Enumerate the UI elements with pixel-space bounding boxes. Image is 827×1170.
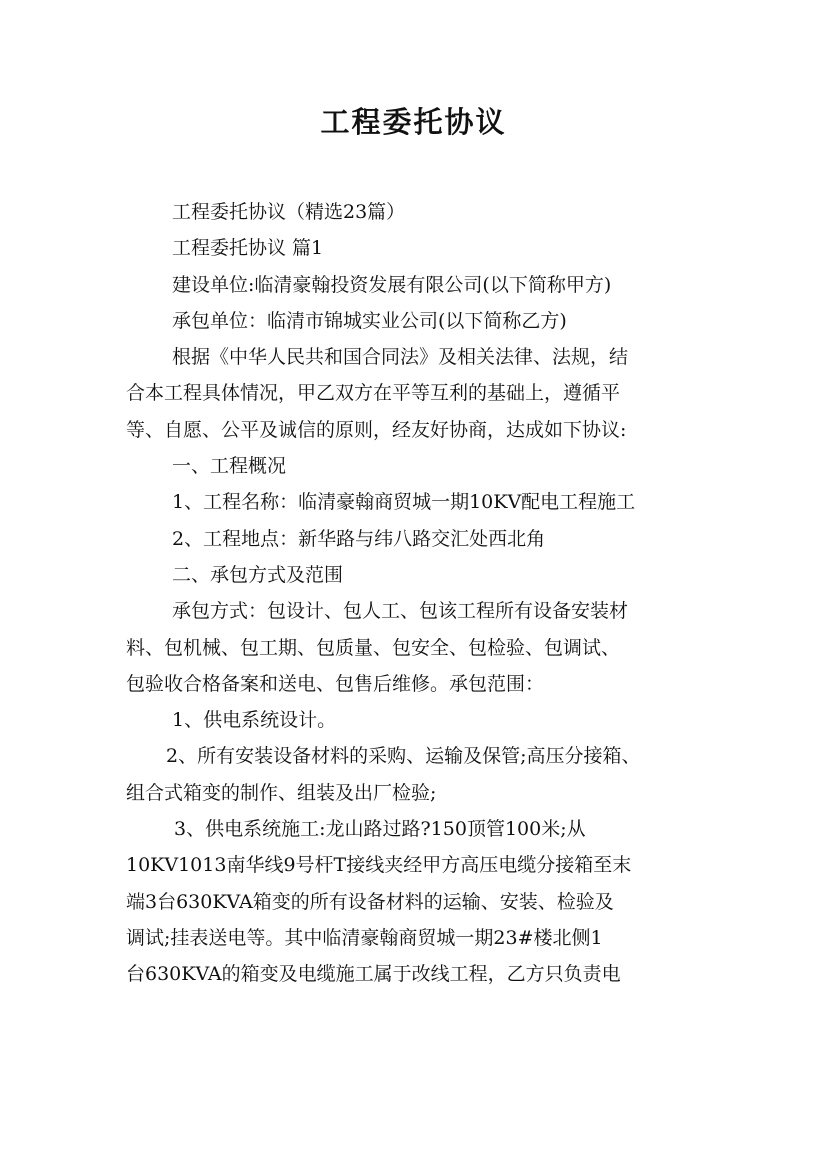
paragraph-line: 承包单位：临清市锦城实业公司(以下简称乙方) [172,309,567,332]
paragraph-line: 料、包机械、包工期、包质量、包安全、包检验、包调试、 [126,636,621,659]
paragraph-line: 组合式箱变的制作、组装及出厂检验; [126,781,437,804]
paragraph-line: 等、自愿、公平及诚信的原则，经友好协商，达成如下协议: [126,418,627,441]
paragraph-line: 工程委托协议（精选23篇） [172,201,406,223]
paragraph-line: 工程委托协议 篇1 [172,237,324,260]
document-title: 工程委托协议 [320,105,507,139]
paragraph-line: 包验收合格备案和送电、包售后维修。承包范围： [126,672,545,695]
section-heading: 一、工程概况 [172,455,287,478]
document-body [126,194,716,993]
section-heading: 二、承包方式及范围 [172,563,344,586]
paragraph-line: 调试;挂表送电等。其中临清豪翰商贸城一期23#楼北侧1 [126,926,603,949]
paragraph-line: 承包方式：包设计、包人工、包该工程所有设备安装材 [172,600,629,623]
paragraph-line: 根据《中华人民共和国合同法》及相关法律、法规，结 [172,346,629,369]
paragraph-line: 合本工程具体情况，甲乙双方在平等互利的基础上，遵循平 [126,382,621,405]
paragraph-line: 3、供电系统施工:龙山路过路?150顶管100米;从 [174,818,586,841]
paragraph-line: 2、工程地点：新华路与纬八路交汇处西北角 [172,527,546,550]
paragraph-line: 10KV1013南华线9号杆T接线夹经甲方高压电缆分接箱至末 [126,854,632,877]
paragraph-line: 1、供电系统设计。 [172,709,337,732]
paragraph-line: 台630KVA的箱变及电缆施工属于改线工程，乙方只负责电 [126,963,621,986]
paragraph-line: 2、所有安装设备材料的采购、运输及保管;高压分接箱、 [166,745,641,768]
paragraph-line: 1、工程名称：临清豪翰商贸城一期10KV配电工程施工 [172,491,636,514]
paragraph-line: 建设单位:临清豪翰投资发展有限公司(以下简称甲方) [172,273,612,296]
paragraph-line: 端3台630KVA箱变的所有设备材料的运输、安装、检验及 [126,890,614,913]
